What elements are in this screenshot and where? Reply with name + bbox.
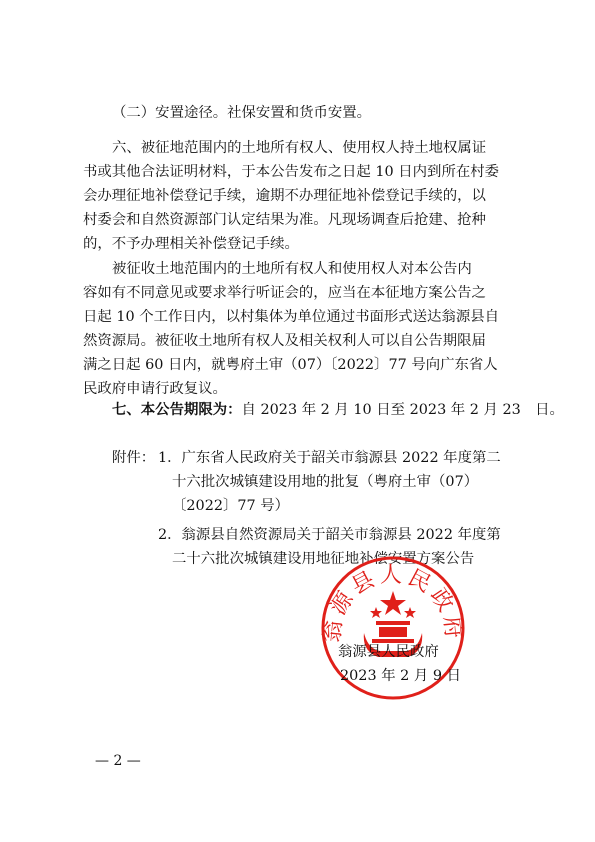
text-line: 然资源局。被征收土地所有权人及相关权利人可以自公告期限届 [83,333,486,349]
seal-text: 翁源县人民政府 [320,563,466,644]
text-line: 民政府申请行政复议。 [83,381,227,397]
text-line: 书或其他合法证明材料，于本公告发布之日起 10 日内到所在村委 [83,164,500,180]
signature-org: 翁源县人民政府 [338,644,439,660]
notice-period: 自 2023 年 2 月 10 日至 2023 年 2 月 23 日。 [241,402,564,418]
attachments-label: 附件： [112,450,156,466]
attachment-2-line-1: 2．翁源县自然资源局关于韶关市翁源县 2022 年度第 [158,527,501,543]
section-seven-heading: 七、本公告期限为： [112,401,242,418]
text-line: 满之日起 60 日内，就粤府土审（07）〔2022〕77 号向广东省人 [83,357,498,373]
paragraph-resettlement [112,101,495,125]
attachment-1-line-1: 1．广东省人民政府关于韶关市翁源县 2022 年度第二 [158,450,501,466]
text-line: 被征收土地范围内的土地所有权人和使用权人对本公告内 [112,261,472,277]
attachment-2-line-2: 二十六批次城镇建设用地征地补偿安置方案公告 [172,551,475,567]
text-line: 村委会和自然资源部门认定结果为准。凡现场调查后抢建、抢种 [83,212,486,228]
paragraph-objections [83,257,500,401]
text-line: 容如有不同意见或要求举行听证会的，应当在本征地方案公告之 [83,285,486,301]
signature-date: 2023 年 2 月 9 日 [340,668,461,684]
attachment-1-line-3: 〔2022〕77 号） [172,498,290,514]
text-line: 日起 10 个工作日内，以村集体为单位通过书面形式送达翁源县自 [83,309,500,325]
attachment-1-line-2: 十六批次城镇建设用地的批复（粤府土审（07） [172,474,479,490]
text-line [112,398,564,422]
text-line: 六、被征地范围内的土地所有权人、使用权人持土地权属证 [112,140,487,156]
page-number: — 2 — [95,753,141,769]
paragraph-section-seven [112,398,564,422]
paragraph-section-six [83,136,500,256]
text-line: （二）安置途径。社保安置和货币安置。 [112,105,372,121]
text-line: 的，不予办理相关补偿登记手续。 [83,236,299,252]
text-line: 会办理征地补偿登记手续，逾期不办理征地补偿登记手续的，以 [83,188,486,204]
